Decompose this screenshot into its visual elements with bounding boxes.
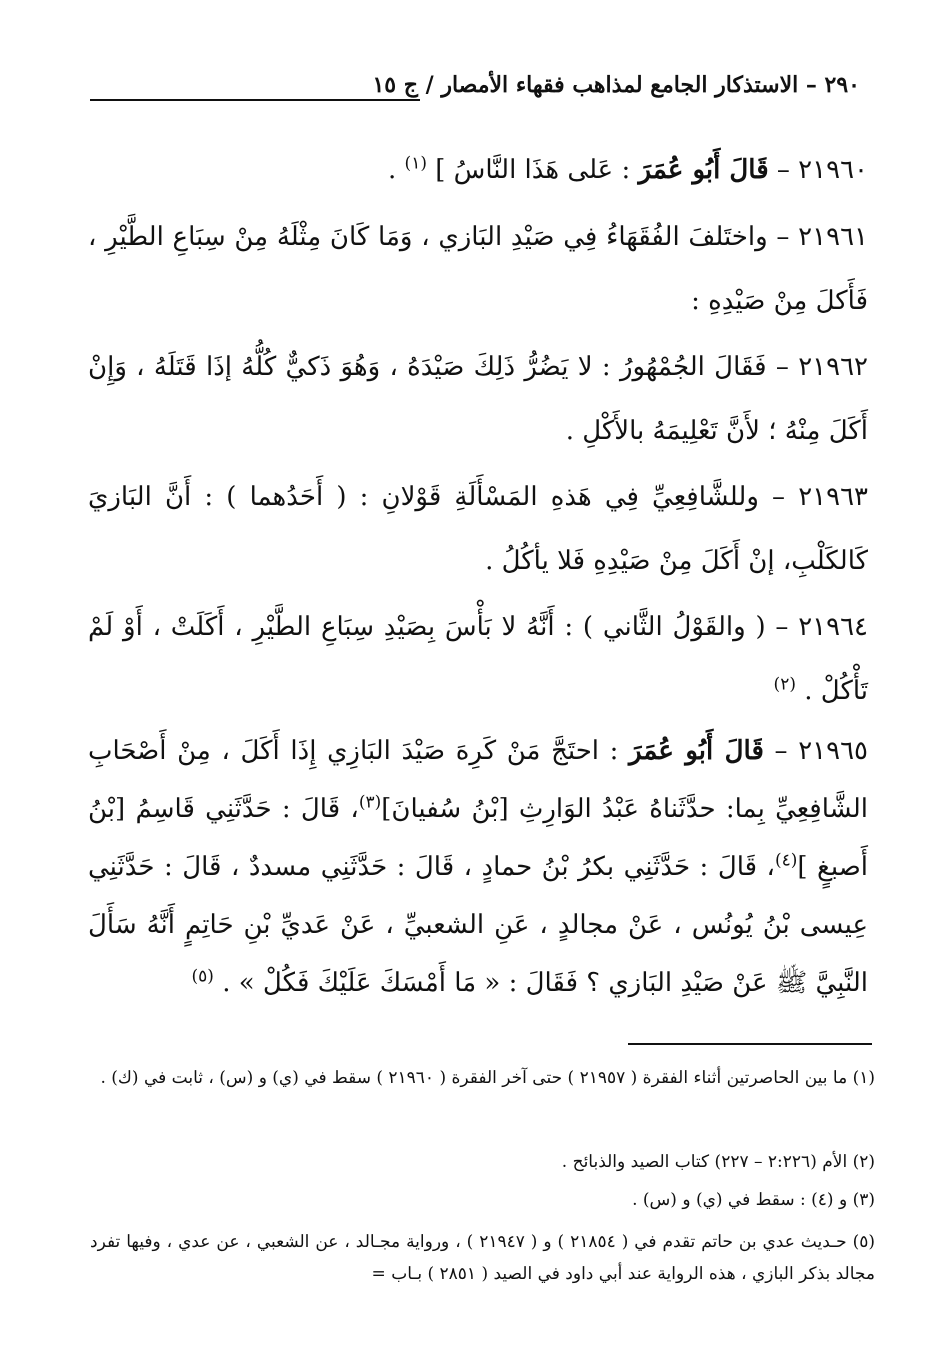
paragraph-text: ( والقَوْلُ الثَّاني ) : أَنَّهُ لا بَأْسَ بِصَيْدِ سِبَاعِ الطَّيْرِ ، أَكَلَتْ ، أَوْ لَمْ تَأْكُلْ . — [88, 612, 868, 706]
paragraph-number: ٢١٩٦٥ — [798, 736, 869, 766]
speaker-label: قَالَ أَبُو عُمَرَ — [638, 155, 769, 185]
paragraph-dash: – — [768, 155, 799, 185]
paragraph-text: : عَلى هَذَا النَّاسُ ] — [435, 155, 639, 185]
header-rule — [90, 99, 420, 101]
paragraph-21965 — [88, 722, 868, 1012]
footnote-ref: (١) — [404, 153, 427, 174]
running-header-text: ٢٩٠ – الاستذكار الجامع لمذاهب فقهاء الأمصار / ج ١٥ — [372, 72, 860, 98]
paragraph-dash: – — [766, 352, 799, 382]
paragraph-21963 — [88, 465, 868, 593]
paragraph-number: ٢١٩٦٤ — [798, 612, 869, 642]
paragraph-dash: – — [758, 482, 799, 512]
paragraph-dash: – — [765, 612, 799, 642]
paragraph-number: ٢١٩٦٠ — [798, 155, 868, 185]
running-header — [372, 72, 860, 98]
paragraph-number: ٢١٩٦١ — [798, 222, 868, 252]
footnote-3 — [90, 1184, 875, 1216]
footnote-ref: (٢) — [773, 674, 796, 695]
paragraph-number: ٢١٩٦٢ — [798, 352, 869, 382]
footnote-5 — [90, 1226, 875, 1290]
paragraph-21964 — [88, 595, 868, 723]
paragraph-text-3: ، قَالَ : حَدَّثَنِي بكرُ بْنُ حمادٍ ، قَالَ : حَدَّثَنِي مسددٌ ، قَالَ : حَدَّثَنِي عِيسى بْنُ يُونُس ، عَنْ مجالدٍ ، عَنِ الشعبيِّ ، عَنْ عَديِّ بْنِ حَاتِمٍ أَنَّهُ سَأَلَ النَّبِيَّ ﷺ عَنْ صَيْدِ البَازي ؟ فَقَالَ : « مَا أَمْسَكَ عَلَيْكَ فَكُلْ » . — [88, 852, 868, 998]
paragraph-text: : احتَجَّ مَنْ كَرِهَ صَيْدَ البَازِي إِذَا أَكَلَ ، مِنْ أَصْحَابِ الشَّافِعِيِّ بِما: حدَّثَناهُ عَبْدُ الوَارِثِ [بْنُ سُفيانَ] — [88, 736, 868, 824]
paragraph-text: فَقَالَ الجُمْهُورُ : لا يَضُرُّ ذَلِكَ صَيْدَهُ ، وَهُوَ ذَكيٌّ كُلُّهُ إذَا قَتَلَهُ ، وَإِنْ أَكَلَ مِنْهُ ؛ لأَنَّ تَعْلِيمَهُ بالأَكْلِ . — [88, 352, 868, 446]
footnote-ref: (٣) — [358, 792, 382, 813]
paragraph-text-2: ، قَالَ : حَدَّثَنِي قَاسِمُ [بْنُ أَصبغٍ ] — [88, 794, 868, 882]
paragraph-end: . — [388, 155, 405, 185]
paragraph-21961 — [88, 205, 868, 333]
paragraph-dash: – — [763, 736, 799, 766]
footnote-text: (٥) حـديث عدي بن حاتم تقدم في ( ٢١٨٥٤ ) و ( ٢١٩٤٧ ) ، ورواية مجـالد ، عن الشعبي ، عن عدي ، وفيها تفرد مجالد بذكر البازي ، هذه الرواية عند أبي داود في الصيد ( ٢٨٥١ ) بـاب = — [90, 1232, 875, 1284]
paragraph-dash: – — [767, 222, 799, 252]
footnote-text: (١) ما بين الحاصرتين أثناء الفقرة ( ٢١٩٥٧ ) حتى آخر الفقرة ( ٢١٩٦٠ ) سقط في (ي) و (س) ، ثابت في (ك) . — [100, 1068, 875, 1088]
paragraph-21960 — [88, 138, 868, 202]
footnote-1 — [90, 1062, 875, 1094]
footnote-text: (٢) الأم (٢:٢٢٦ – ٢٢٧) كتاب الصيد والذبائح . — [561, 1152, 875, 1172]
footnote-2 — [90, 1146, 875, 1178]
paragraph-21962 — [88, 335, 868, 463]
footnote-ref: (٤) — [774, 850, 798, 871]
footnote-text: (٣) و (٤) : سقط في (ي) و (س) . — [632, 1190, 875, 1210]
paragraph-text: وللشَّافِعِيِّ فِي هَذهِ المَسْأَلَةِ قَوْلانِ : ( أَحَدُهما ) : أَنَّ البَازيَ كَالكَلْبِ، إنْ أَكَلَ مِنْ صَيْدِهِ فَلا يأكُلُ . — [88, 482, 868, 576]
speaker-label: قَالَ أَبُو عُمَرَ — [629, 736, 764, 766]
paragraph-number: ٢١٩٦٣ — [798, 482, 869, 512]
footnote-rule — [628, 1043, 872, 1045]
footnote-ref: (٥) — [191, 966, 214, 987]
paragraph-text: واختَلفَ الفُقَهَاءُ فِي صَيْدِ البَازي ، وَمَا كَانَ مِثْلَهُ مِنْ سِبَاعِ الطَّيْرِ ، فَأَكلَ مِنْ صَيْدِهِ : — [88, 222, 868, 316]
